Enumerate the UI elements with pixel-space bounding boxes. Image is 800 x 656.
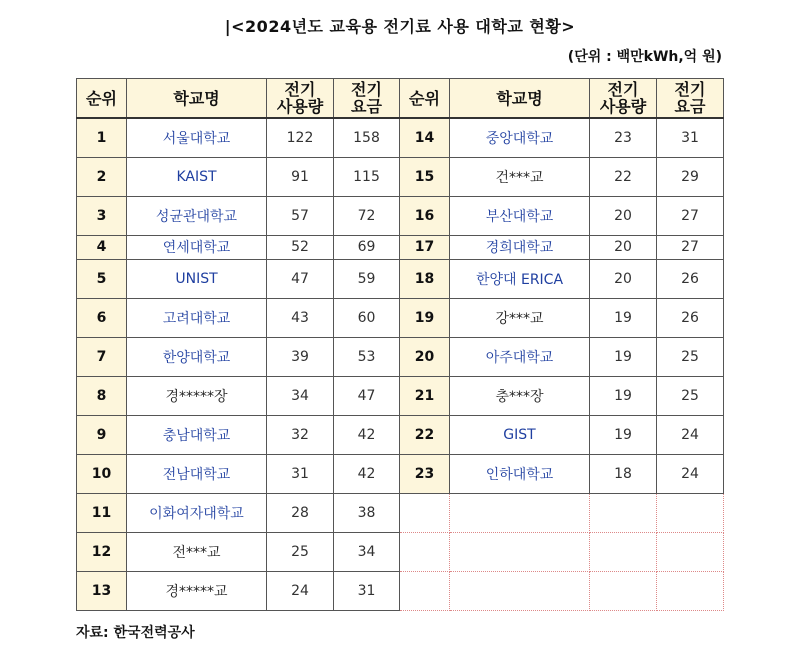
right-rank-cell: 22 <box>400 415 450 454</box>
left-rank-cell: 11 <box>77 493 127 532</box>
right-rank-cell: 17 <box>400 235 450 259</box>
left-rank-cell: 12 <box>77 532 127 571</box>
page-title: |<2024년도 교육용 전기료 사용 대학교 현황> <box>224 17 576 36</box>
left-usage-cell: 122 <box>267 118 334 157</box>
header-fee <box>657 79 724 119</box>
right-usage-cell: 22 <box>590 157 657 196</box>
right-usage-cell: 20 <box>590 196 657 235</box>
right-fee-cell: 24 <box>657 454 724 493</box>
left-fee-cell: 158 <box>334 118 400 157</box>
left-fee-cell: 47 <box>334 376 400 415</box>
right-usage-cell: 23 <box>590 118 657 157</box>
left-usage-cell: 43 <box>267 298 334 337</box>
right-rank-cell: 20 <box>400 337 450 376</box>
left-usage-cell: 34 <box>267 376 334 415</box>
right-fee-cell: 25 <box>657 376 724 415</box>
empty-cell <box>450 571 590 610</box>
table-row <box>77 235 724 259</box>
left-rank-cell: 4 <box>77 235 127 259</box>
left-school-cell: 고려대학교 <box>127 298 267 337</box>
table-row <box>77 532 724 571</box>
right-school-cell: 아주대학교 <box>450 337 590 376</box>
right-rank-cell: 18 <box>400 259 450 298</box>
right-usage-cell: 19 <box>590 376 657 415</box>
right-school-cell: 중앙대학교 <box>450 118 590 157</box>
table-body <box>77 118 724 610</box>
left-usage-cell: 25 <box>267 532 334 571</box>
empty-cell <box>590 571 657 610</box>
left-rank-cell: 13 <box>77 571 127 610</box>
table-header-row <box>77 79 724 119</box>
left-school-cell: 서울대학교 <box>127 118 267 157</box>
right-school-cell: 건***교 <box>450 157 590 196</box>
header-usage-line1: 전기 <box>607 80 639 99</box>
left-school-cell: 이화여자대학교 <box>127 493 267 532</box>
empty-cell <box>657 493 724 532</box>
left-usage-cell: 47 <box>267 259 334 298</box>
table-row <box>77 493 724 532</box>
table-row <box>77 376 724 415</box>
right-fee-cell: 27 <box>657 196 724 235</box>
header-usage-line1: 전기 <box>284 80 316 99</box>
right-usage-cell: 19 <box>590 337 657 376</box>
right-rank-cell: 14 <box>400 118 450 157</box>
left-school-cell: UNIST <box>127 259 267 298</box>
header-school: 학교명 <box>450 79 590 119</box>
empty-cell <box>590 532 657 571</box>
left-school-cell: 경*****교 <box>127 571 267 610</box>
right-school-cell: 강***교 <box>450 298 590 337</box>
left-rank-cell: 7 <box>77 337 127 376</box>
right-fee-cell: 31 <box>657 118 724 157</box>
left-rank-cell: 9 <box>77 415 127 454</box>
right-rank-cell: 23 <box>400 454 450 493</box>
table-row <box>77 454 724 493</box>
university-electricity-table <box>76 78 724 611</box>
left-rank-cell: 6 <box>77 298 127 337</box>
left-school-cell: 한양대학교 <box>127 337 267 376</box>
table-row <box>77 415 724 454</box>
header-usage-line2: 사용량 <box>599 97 647 116</box>
left-rank-cell: 8 <box>77 376 127 415</box>
header-rank: 순위 <box>77 79 127 119</box>
table-row <box>77 157 724 196</box>
header-usage <box>267 79 334 119</box>
left-fee-cell: 59 <box>334 259 400 298</box>
unit-note: (단위 : 백만kWh,억 원) <box>567 49 722 65</box>
left-fee-cell: 42 <box>334 454 400 493</box>
source-note: 자료: 한국전력공사 <box>76 625 195 641</box>
right-school-cell: 충***장 <box>450 376 590 415</box>
right-usage-cell: 20 <box>590 259 657 298</box>
right-school-cell: GIST <box>450 415 590 454</box>
left-school-cell: 경*****장 <box>127 376 267 415</box>
left-usage-cell: 52 <box>267 235 334 259</box>
table-row <box>77 118 724 157</box>
right-fee-cell: 27 <box>657 235 724 259</box>
left-usage-cell: 31 <box>267 454 334 493</box>
header-fee-line2: 요금 <box>674 97 706 116</box>
right-usage-cell: 19 <box>590 298 657 337</box>
left-rank-cell: 1 <box>77 118 127 157</box>
left-fee-cell: 69 <box>334 235 400 259</box>
left-school-cell: 연세대학교 <box>127 235 267 259</box>
right-school-cell: 한양대 ERICA <box>450 259 590 298</box>
left-school-cell: 전***교 <box>127 532 267 571</box>
right-school-cell: 경희대학교 <box>450 235 590 259</box>
left-school-cell: 전남대학교 <box>127 454 267 493</box>
left-fee-cell: 53 <box>334 337 400 376</box>
right-rank-cell: 15 <box>400 157 450 196</box>
table-row <box>77 571 724 610</box>
right-school-cell: 인하대학교 <box>450 454 590 493</box>
empty-cell <box>400 532 450 571</box>
header-fee-line1: 전기 <box>674 80 706 99</box>
empty-cell <box>590 493 657 532</box>
header-fee-line2: 요금 <box>351 97 382 116</box>
right-fee-cell: 24 <box>657 415 724 454</box>
right-fee-cell: 29 <box>657 157 724 196</box>
left-rank-cell: 10 <box>77 454 127 493</box>
header-usage-line2: 사용량 <box>276 97 324 116</box>
left-usage-cell: 91 <box>267 157 334 196</box>
table-row <box>77 337 724 376</box>
left-rank-cell: 3 <box>77 196 127 235</box>
left-fee-cell: 38 <box>334 493 400 532</box>
header-school: 학교명 <box>127 79 267 119</box>
right-fee-cell: 26 <box>657 259 724 298</box>
right-usage-cell: 19 <box>590 415 657 454</box>
left-fee-cell: 60 <box>334 298 400 337</box>
left-rank-cell: 5 <box>77 259 127 298</box>
header-rank: 순위 <box>400 79 450 119</box>
right-usage-cell: 20 <box>590 235 657 259</box>
left-usage-cell: 32 <box>267 415 334 454</box>
left-usage-cell: 28 <box>267 493 334 532</box>
empty-cell <box>450 532 590 571</box>
left-usage-cell: 24 <box>267 571 334 610</box>
left-school-cell: 성균관대학교 <box>127 196 267 235</box>
header-fee-line1: 전기 <box>351 80 382 99</box>
empty-cell <box>400 493 450 532</box>
header-fee <box>334 79 400 119</box>
right-school-cell: 부산대학교 <box>450 196 590 235</box>
left-fee-cell: 34 <box>334 532 400 571</box>
left-fee-cell: 31 <box>334 571 400 610</box>
right-rank-cell: 16 <box>400 196 450 235</box>
right-fee-cell: 26 <box>657 298 724 337</box>
left-usage-cell: 39 <box>267 337 334 376</box>
table-row <box>77 196 724 235</box>
empty-cell <box>657 532 724 571</box>
table-row <box>77 298 724 337</box>
left-usage-cell: 57 <box>267 196 334 235</box>
left-fee-cell: 42 <box>334 415 400 454</box>
header-usage <box>590 79 657 119</box>
left-fee-cell: 115 <box>334 157 400 196</box>
right-rank-cell: 21 <box>400 376 450 415</box>
empty-cell <box>450 493 590 532</box>
right-rank-cell: 19 <box>400 298 450 337</box>
right-fee-cell: 25 <box>657 337 724 376</box>
table-row <box>77 259 724 298</box>
right-usage-cell: 18 <box>590 454 657 493</box>
left-school-cell: KAIST <box>127 157 267 196</box>
left-fee-cell: 72 <box>334 196 400 235</box>
empty-cell <box>657 571 724 610</box>
left-rank-cell: 2 <box>77 157 127 196</box>
empty-cell <box>400 571 450 610</box>
left-school-cell: 충남대학교 <box>127 415 267 454</box>
